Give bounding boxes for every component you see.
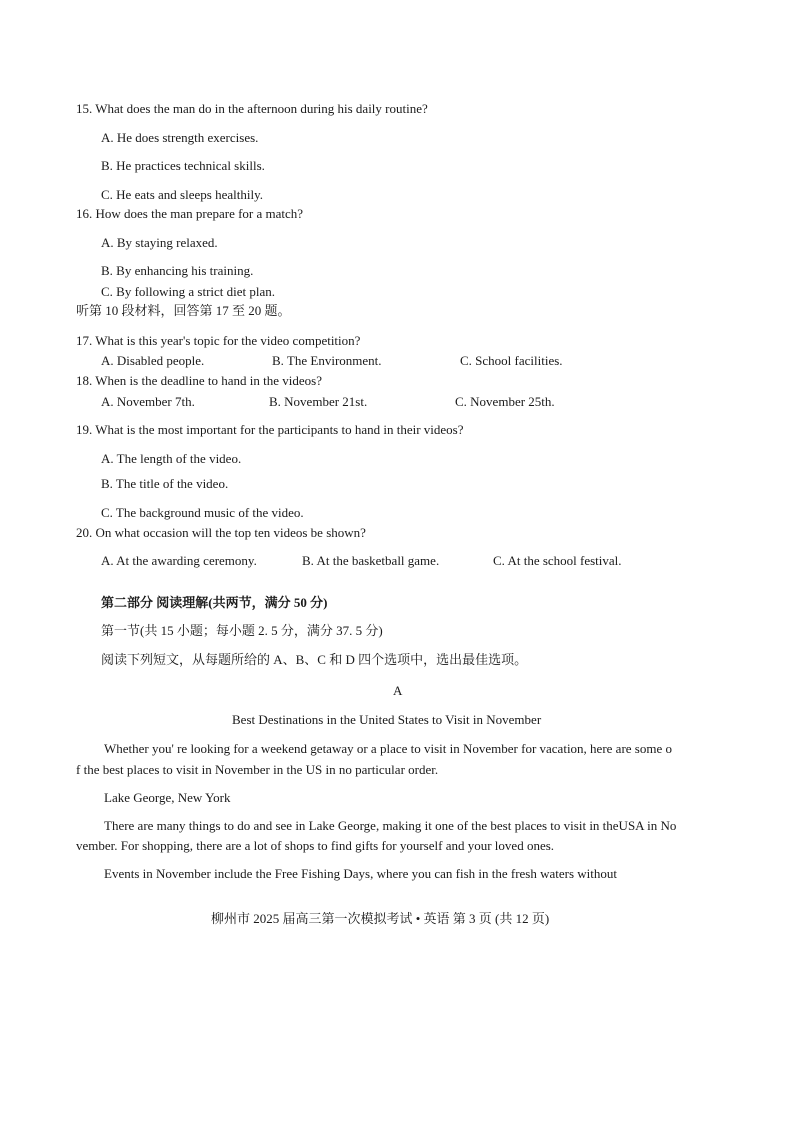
passage-paragraph-2-line-1: There are many things to do and see in Lake George, making it one of the best places to visit in theUSA in No [104, 818, 677, 833]
part2-heading: 第二部分 阅读理解(共两节，满分 50 分) [101, 595, 328, 610]
passage-letter: A [393, 683, 403, 698]
question-15-stem: 15. What does the man do in the afternoon during his daily routine? [76, 101, 428, 116]
question-17-option-c: C. School facilities. [460, 353, 563, 368]
page-footer: 柳州市 2025 届高三第一次模拟考试 • 英语 第 3 页 (共 12 页) [211, 911, 550, 926]
question-18-option-a: A. November 7th. [101, 394, 195, 409]
question-16-stem: 16. How does the man prepare for a match? [76, 206, 304, 221]
question-19-option-a: A. The length of the video. [101, 451, 242, 466]
passage-paragraph-1-line-2: f the best places to visit in November in the US in no particular order. [76, 762, 439, 777]
question-16-option-c: C. By following a strict diet plan. [101, 284, 276, 299]
question-16-option-a: A. By staying relaxed. [101, 235, 218, 250]
passage-paragraph-3-line-1: Events in November include the Free Fishing Days, where you can fish in the fresh waters without [104, 866, 618, 881]
passage-subhead: Lake George, New York [104, 790, 231, 805]
question-17-stem: 17. What is this year's topic for the video competition? [76, 333, 361, 348]
part2-instruction: 阅读下列短文，从每题所给的 A、B、C 和 D 四个选项中，选出最佳选项。 [101, 652, 528, 667]
question-17-option-b: B. The Environment. [272, 353, 382, 368]
question-19-stem: 19. What is the most important for the participants to hand in their videos? [76, 422, 464, 437]
passage-title: Best Destinations in the United States to Visit in November [232, 712, 542, 727]
question-20-option-b: B. At the basketball game. [302, 553, 440, 568]
question-20-stem: 20. On what occasion will the top ten videos be shown? [76, 525, 366, 540]
passage-paragraph-2-line-2: vember. For shopping, there are a lot of shops to find gifts for yourself and your loved ones. [76, 838, 555, 853]
question-15-option-a: A. He does strength exercises. [101, 130, 259, 145]
passage-paragraph-1-line-1: Whether you' re looking for a weekend getaway or a place to visit in November for vacation, here are some o [104, 741, 672, 756]
question-18-option-c: C. November 25th. [455, 394, 555, 409]
part2-section: 第一节(共 15 小题；每小题 2. 5 分，满分 37. 5 分) [101, 623, 383, 638]
question-19-option-c: C. The background music of the video. [101, 505, 304, 520]
question-15-option-c: C. He eats and sleeps healthily. [101, 187, 263, 202]
question-17-option-a: A. Disabled people. [101, 353, 205, 368]
question-18-option-b: B. November 21st. [269, 394, 368, 409]
question-15-option-b: B. He practices technical skills. [101, 158, 265, 173]
question-16-option-b: B. By enhancing his training. [101, 263, 254, 278]
question-18-stem: 18. When is the deadline to hand in the videos? [76, 373, 322, 388]
question-20-option-a: A. At the awarding ceremony. [101, 553, 257, 568]
question-19-option-b: B. The title of the video. [101, 476, 229, 491]
material-note: 听第 10 段材料，回答第 17 至 20 题。 [76, 303, 291, 318]
question-20-option-c: C. At the school festival. [493, 553, 622, 568]
